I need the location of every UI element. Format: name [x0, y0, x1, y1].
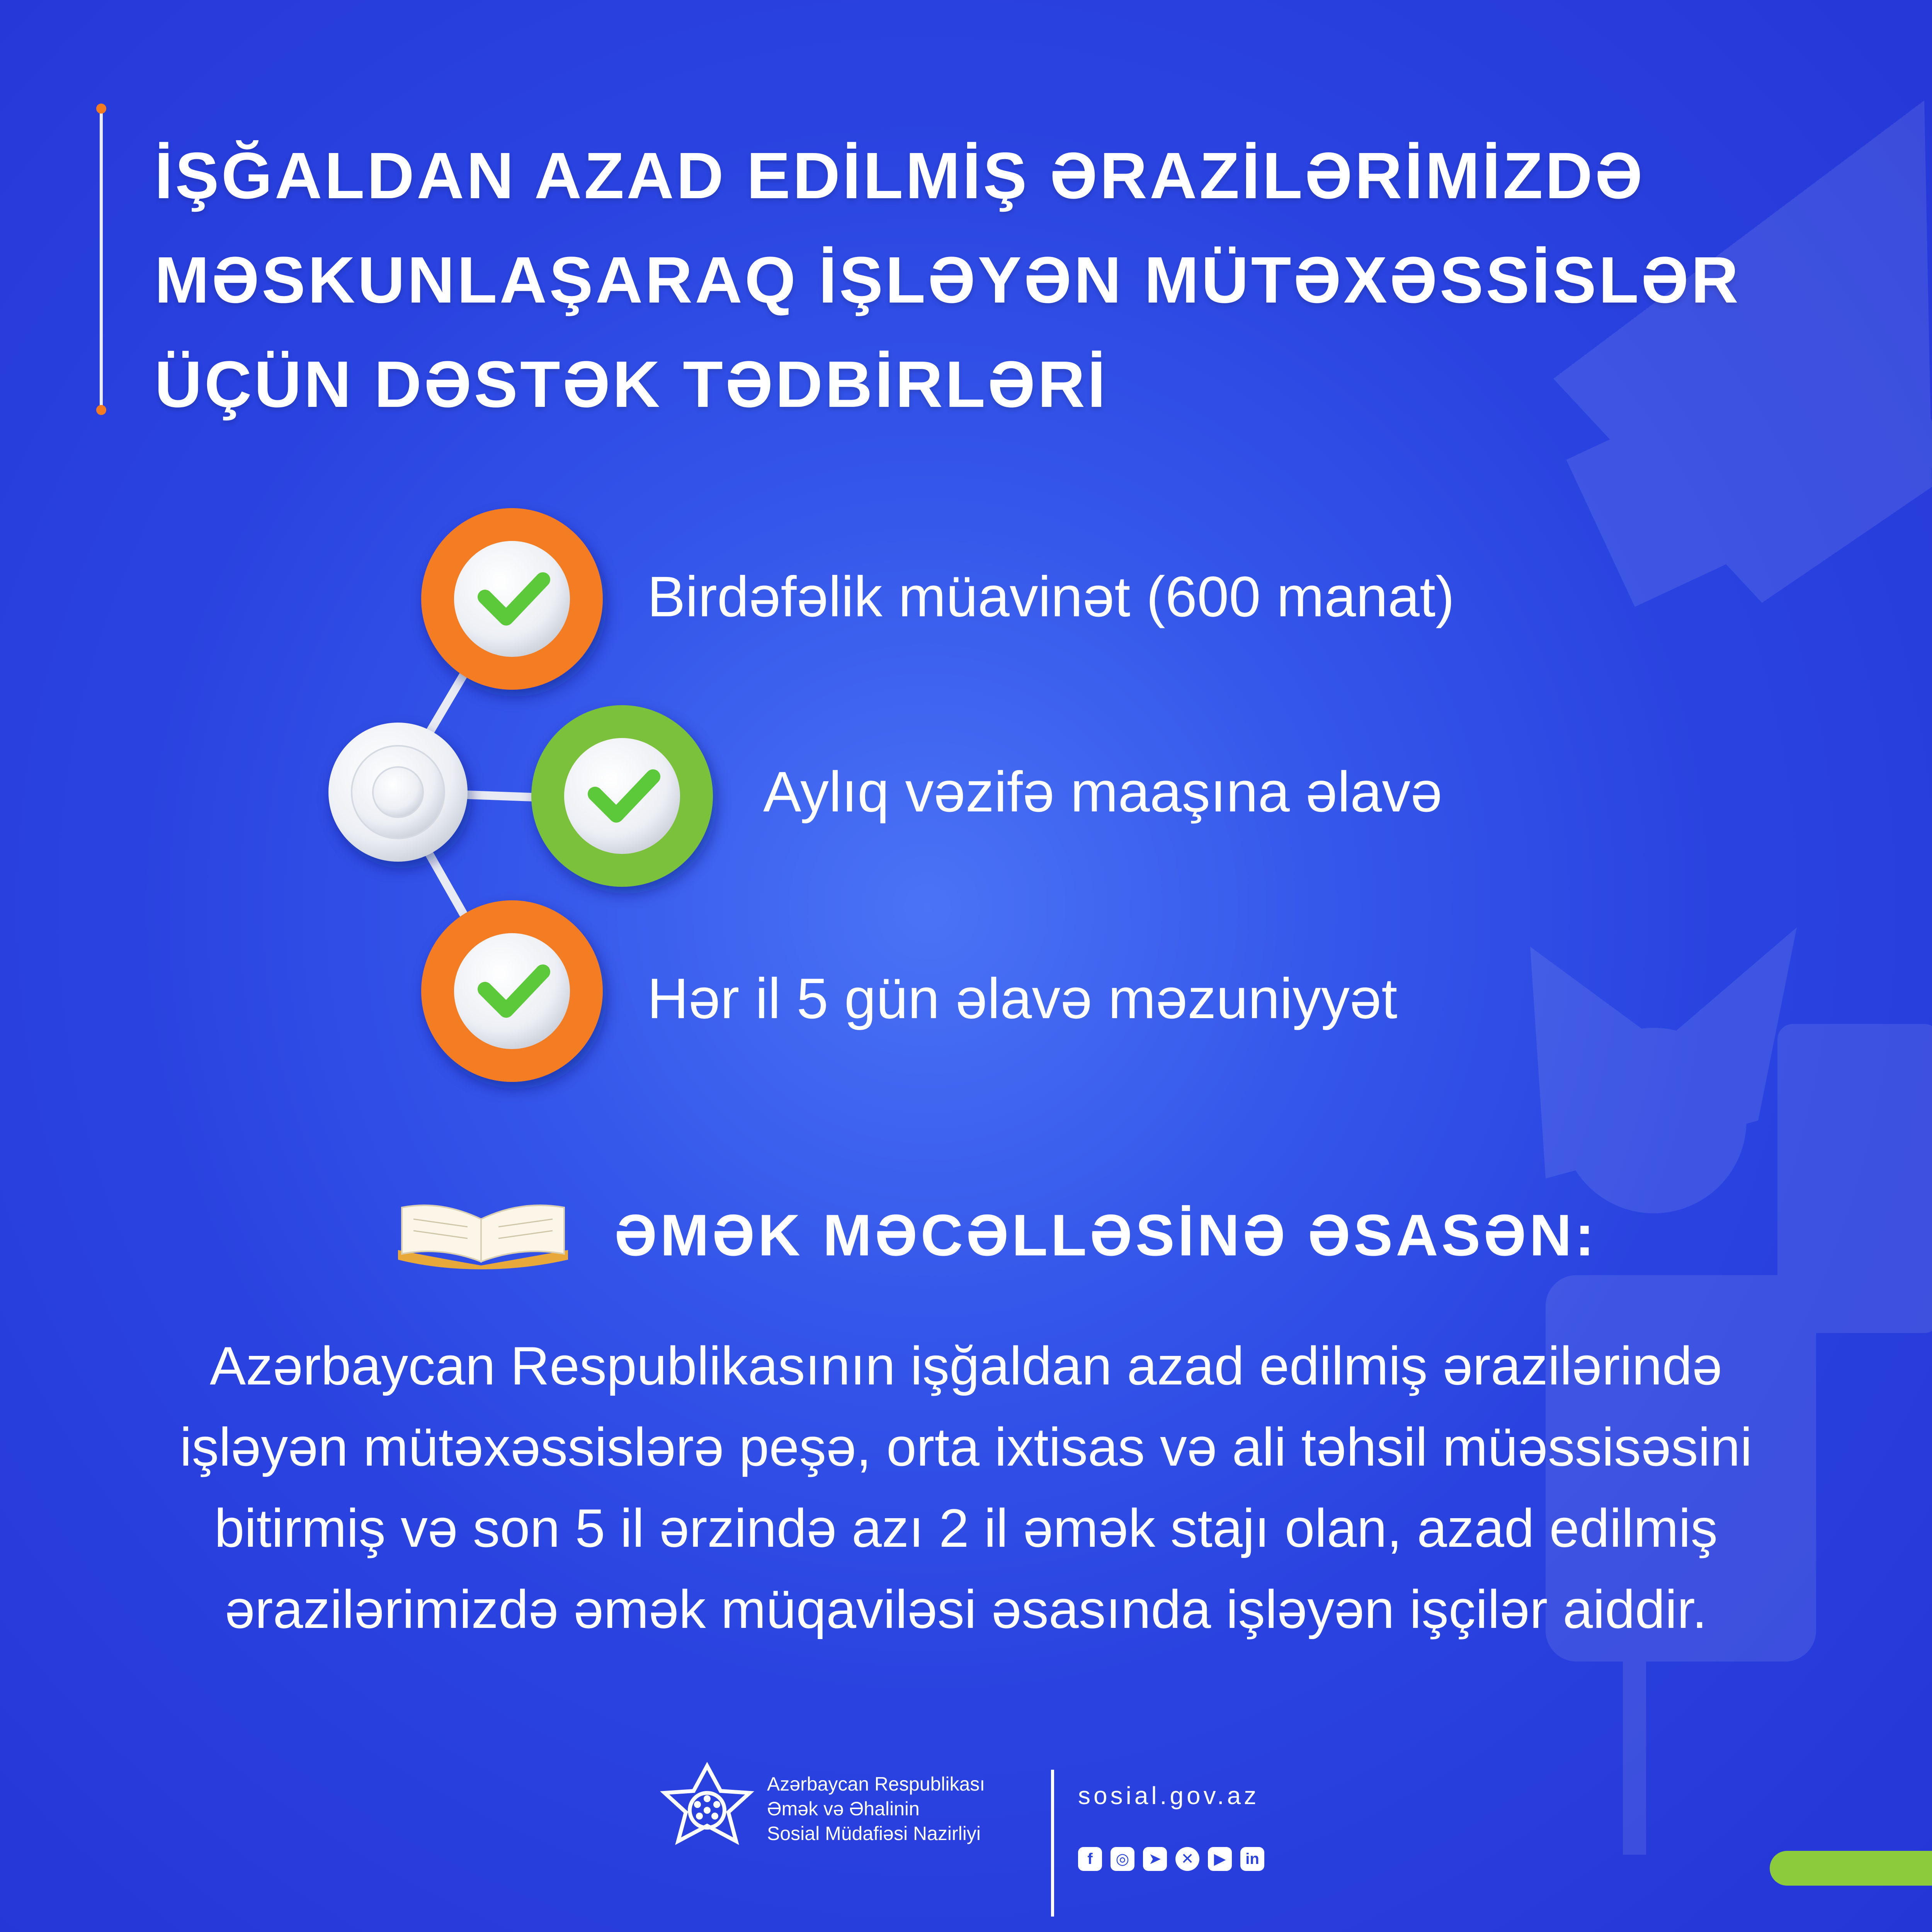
benefit-node-3: [421, 900, 603, 1082]
benefit-node-2: [531, 705, 713, 887]
title-line: MƏSKUNLAŞARAQ İŞLƏYƏN MÜTƏXƏSSİSLƏR: [155, 243, 1741, 317]
facebook-icon[interactable]: f: [1078, 1847, 1102, 1871]
ministry-name-line: Sosial Müdafiəsi Nazirliyi: [767, 1823, 981, 1844]
title-line: İŞĞALDAN AZAD EDİLMİŞ ƏRAZİLƏRİMİZDƏ: [155, 139, 1645, 213]
youtube-icon[interactable]: ▶: [1208, 1847, 1232, 1871]
benefit-node-1: [421, 508, 603, 690]
legal-body: [97, 1325, 1835, 1650]
benefit-label-3: Hər il 5 gün əlavə məzuniyyət: [647, 967, 1398, 1031]
legal-body-line: ərazilərimizdə əmək müqaviləsi əsasında işləyən işçilər aiddir.: [224, 1579, 1708, 1639]
footer-divider: [1051, 1770, 1054, 1917]
legal-body-line: işləyən mütəxəssislərə peşə, orta ixtisas və ali təhsil müəssisəsini: [180, 1417, 1752, 1477]
ministry-logo: [657, 1762, 757, 1862]
title-line: ÜÇÜN DƏSTƏK TƏDBİRLƏRİ: [155, 348, 1108, 421]
legal-body-line: bitirmiş və son 5 il ərzində azı 2 il əmək stajı olan, azad edilmiş: [214, 1498, 1718, 1558]
telegram-icon[interactable]: ➤: [1143, 1847, 1167, 1871]
hub-node: [328, 723, 468, 862]
ministry-name: [767, 1772, 985, 1846]
x-icon[interactable]: ✕: [1175, 1847, 1199, 1871]
open-book-icon: [390, 1192, 576, 1269]
benefit-label-2: Aylıq vəzifə maaşına əlavə: [763, 760, 1442, 824]
footer-accent-bar: [1770, 1851, 1932, 1886]
legal-body-line: Azərbaycan Respublikasının işğaldan azad edilmiş ərazilərində: [209, 1335, 1723, 1396]
instagram-icon[interactable]: ◎: [1111, 1847, 1134, 1871]
ministry-name-line: Azərbaycan Respublikası: [767, 1773, 985, 1795]
website-link[interactable]: sosial.gov.az: [1078, 1782, 1260, 1810]
social-links: [1078, 1847, 1264, 1871]
legal-heading: ƏMƏK MƏCƏLLƏSİNƏ ƏSASƏN:: [614, 1202, 1598, 1268]
ministry-name-line: Əmək və Əhalinin: [767, 1798, 920, 1820]
linkedin-icon[interactable]: in: [1240, 1847, 1264, 1871]
benefit-label-1: Birdəfəlik müavinət (600 manat): [647, 565, 1455, 629]
